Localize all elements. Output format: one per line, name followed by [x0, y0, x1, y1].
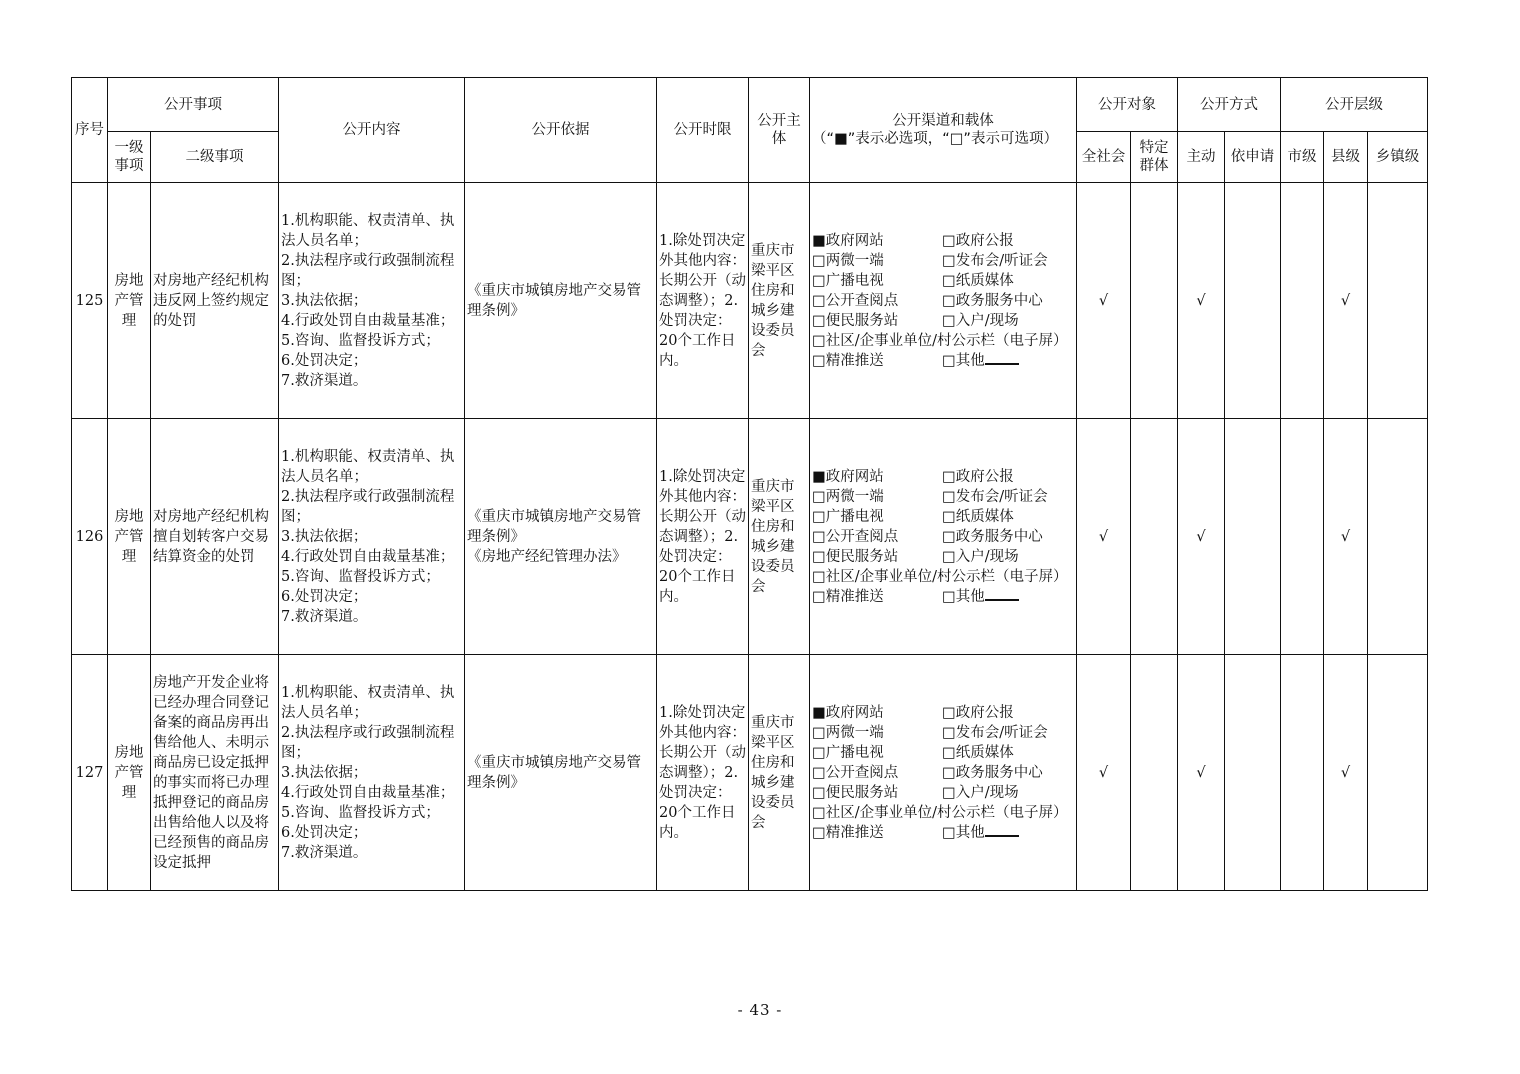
row-channels: [810, 183, 1077, 419]
disclosure-table: [71, 77, 1428, 891]
channel-option: □纸质媒体: [942, 508, 1014, 525]
channel-option: □公开查阅点: [812, 764, 899, 781]
content-line: 3.执法依据；: [281, 528, 368, 545]
header-channel-cell: [810, 78, 1077, 183]
row-basis: [465, 419, 657, 655]
header-content: 公开内容: [279, 78, 465, 183]
content-line: 6.处罚决定；: [281, 824, 368, 841]
channel-option: □纸质媒体: [942, 272, 1014, 289]
header-channel: 公开渠道和载体: [892, 113, 994, 129]
row-level1: 房地产管理: [108, 183, 151, 419]
channel-option: □公开查阅点: [812, 292, 899, 309]
row-subject: 重庆市梁平区住房和城乡建设委员会: [749, 419, 810, 655]
channel-option: □政府公报: [942, 232, 1014, 249]
row-method-apply: [1225, 655, 1281, 891]
content-line: 3.执法依据；: [281, 764, 368, 781]
table-body: [72, 183, 1428, 891]
header-target-all: 全社会: [1077, 132, 1131, 183]
channel-option: □社区/企事业单位/村公示栏（电子屏）: [812, 332, 1068, 349]
content-line: 4.行政处罚自由裁量基准；: [281, 312, 455, 329]
row-content: [279, 183, 465, 419]
row-method-active: √: [1178, 419, 1225, 655]
blank-line: [985, 823, 1019, 837]
channel-option: □便民服务站: [812, 312, 899, 329]
row-level2: 房地产开发企业将已经办理合同登记备案的商品房再出售给他人、未明示商品房已设定抵押的事实而将已办理抵押登记的商品房出售给他人以及将已经预售的商品房设定抵押: [151, 655, 279, 891]
header-level2: 二级事项: [151, 132, 279, 183]
row-target-specific: [1131, 655, 1178, 891]
row-level2: 对房地产经纪机构擅自划转客户交易结算资金的处罚: [151, 419, 279, 655]
content-line: 3.执法依据；: [281, 292, 368, 309]
row-content: [279, 655, 465, 891]
channel-option: □政府公报: [942, 468, 1014, 485]
channel-option: □入户/现场: [942, 784, 1019, 801]
row-target-all: √: [1077, 419, 1131, 655]
content-line: 4.行政处罚自由裁量基准；: [281, 548, 455, 565]
channel-option: □政府公报: [942, 704, 1014, 721]
content-line: 4.行政处罚自由裁量基准；: [281, 784, 455, 801]
channel-option: □政务服务中心: [942, 292, 1043, 309]
channel-option: ■政府网站: [812, 232, 884, 249]
row-seq: 126: [72, 419, 108, 655]
channel-option: □两微一端: [812, 488, 884, 505]
row-time-limit: 1.除处罚决定外其他内容：长期公开（动态调整）；2.处罚决定：20个工作日内。: [657, 655, 749, 891]
header-level1: 一级事项: [108, 132, 151, 183]
channel-option: □便民服务站: [812, 548, 899, 565]
row-level-county: √: [1324, 655, 1368, 891]
content-line: 1.机构职能、权责清单、执法人员名单；: [281, 684, 455, 721]
header-level-city: 市级: [1281, 132, 1324, 183]
content-line: 2.执法程序或行政强制流程图；: [281, 252, 455, 289]
row-time-limit: 1.除处罚决定外其他内容：长期公开（动态调整）；2.处罚决定：20个工作日内。: [657, 419, 749, 655]
channel-option: □社区/企事业单位/村公示栏（电子屏）: [812, 804, 1068, 821]
page-number: - 43 -: [737, 1001, 783, 1019]
channel-option: □两微一端: [812, 252, 884, 269]
header-level-town: 乡镇级: [1368, 132, 1428, 183]
content-line: 5.咨询、监督投诉方式；: [281, 804, 440, 821]
header-level-county: 县级: [1324, 132, 1368, 183]
row-target-specific: [1131, 183, 1178, 419]
channel-option: □入户/现场: [942, 312, 1019, 329]
channel-option-other: [942, 587, 1072, 607]
channel-option: □政务服务中心: [942, 764, 1043, 781]
content-line: 6.处罚决定；: [281, 588, 368, 605]
row-level-city: [1281, 419, 1324, 655]
channel-option: □纸质媒体: [942, 744, 1014, 761]
row-method-apply: [1225, 419, 1281, 655]
header-time-limit: 公开时限: [657, 78, 749, 183]
content-line: 7.救济渠道。: [281, 844, 368, 861]
channel-option: □发布会/听证会: [942, 488, 1048, 505]
header-method-apply: 依申请: [1225, 132, 1281, 183]
header-channel-note: （“■”表示必选项，“□”表示可选项）: [812, 131, 1058, 147]
channel-option: ■政府网站: [812, 704, 884, 721]
content-line: 7.救济渠道。: [281, 372, 368, 389]
row-level-city: [1281, 183, 1324, 419]
table-row: [72, 419, 1428, 655]
header-target-specific: 特定群体: [1131, 132, 1178, 183]
channel-option: □精准推送: [812, 352, 884, 369]
row-level-town: [1368, 655, 1428, 891]
header-level: 公开层级: [1281, 78, 1428, 132]
header-subject: 公开主体: [749, 78, 810, 183]
content-line: 5.咨询、监督投诉方式；: [281, 568, 440, 585]
channel-option: □发布会/听证会: [942, 252, 1048, 269]
channel-option: □发布会/听证会: [942, 724, 1048, 741]
content-line: 2.执法程序或行政强制流程图；: [281, 724, 455, 761]
channel-option-other: [942, 823, 1072, 843]
channel-option: □政务服务中心: [942, 528, 1043, 545]
channel-option-other: [942, 351, 1072, 371]
channel-option: □两微一端: [812, 724, 884, 741]
content-line: 1.机构职能、权责清单、执法人员名单；: [281, 212, 455, 249]
blank-line: [985, 351, 1019, 365]
channel-option: □公开查阅点: [812, 528, 899, 545]
header-matter: 公开事项: [108, 78, 279, 132]
row-subject: 重庆市梁平区住房和城乡建设委员会: [749, 655, 810, 891]
row-target-specific: [1131, 419, 1178, 655]
header-method: 公开方式: [1178, 78, 1281, 132]
row-target-all: √: [1077, 655, 1131, 891]
row-basis: [465, 183, 657, 419]
header-basis: 公开依据: [465, 78, 657, 183]
table-row: [72, 183, 1428, 419]
row-level-town: [1368, 419, 1428, 655]
row-subject: 重庆市梁平区住房和城乡建设委员会: [749, 183, 810, 419]
channel-option: □入户/现场: [942, 548, 1019, 565]
content-line: 5.咨询、监督投诉方式；: [281, 332, 440, 349]
channel-option: □广播电视: [812, 508, 884, 525]
table-row: [72, 655, 1428, 891]
row-level1: 房地产管理: [108, 419, 151, 655]
header-seq: 序号: [72, 78, 108, 183]
row-seq: 125: [72, 183, 108, 419]
channel-option: □广播电视: [812, 272, 884, 289]
table-header: [72, 78, 1428, 183]
channel-option: □精准推送: [812, 588, 884, 605]
row-target-all: √: [1077, 183, 1131, 419]
content-line: 2.执法程序或行政强制流程图；: [281, 488, 455, 525]
row-level2: 对房地产经纪机构违反网上签约规定的处罚: [151, 183, 279, 419]
content-line: 1.机构职能、权责清单、执法人员名单；: [281, 448, 455, 485]
row-method-active: √: [1178, 655, 1225, 891]
content-line: 6.处罚决定；: [281, 352, 368, 369]
row-channels: [810, 419, 1077, 655]
basis-line: 《房地产经纪管理办法》: [467, 548, 627, 565]
channel-option: □社区/企事业单位/村公示栏（电子屏）: [812, 568, 1068, 585]
blank-line: [985, 587, 1019, 601]
row-method-apply: [1225, 183, 1281, 419]
row-seq: 127: [72, 655, 108, 891]
channel-option: □精准推送: [812, 824, 884, 841]
channel-other-label: □其他: [942, 352, 985, 369]
basis-line: 《重庆市城镇房地产交易管理条例》: [467, 754, 641, 791]
header-target: 公开对象: [1077, 78, 1178, 132]
channel-other-label: □其他: [942, 588, 985, 605]
row-level-city: [1281, 655, 1324, 891]
channel-other-label: □其他: [942, 824, 985, 841]
row-level1: 房地产管理: [108, 655, 151, 891]
channel-option: ■政府网站: [812, 468, 884, 485]
basis-line: 《重庆市城镇房地产交易管理条例》: [467, 508, 641, 545]
row-time-limit: 1.除处罚决定外其他内容：长期公开（动态调整）；2.处罚决定：20个工作日内。: [657, 183, 749, 419]
header-method-active: 主动: [1178, 132, 1225, 183]
row-basis: [465, 655, 657, 891]
row-channels: [810, 655, 1077, 891]
row-content: [279, 419, 465, 655]
row-level-county: √: [1324, 183, 1368, 419]
basis-line: 《重庆市城镇房地产交易管理条例》: [467, 282, 641, 319]
channel-option: □广播电视: [812, 744, 884, 761]
row-level-town: [1368, 183, 1428, 419]
row-level-county: √: [1324, 419, 1368, 655]
content-line: 7.救济渠道。: [281, 608, 368, 625]
channel-option: □便民服务站: [812, 784, 899, 801]
row-method-active: √: [1178, 183, 1225, 419]
